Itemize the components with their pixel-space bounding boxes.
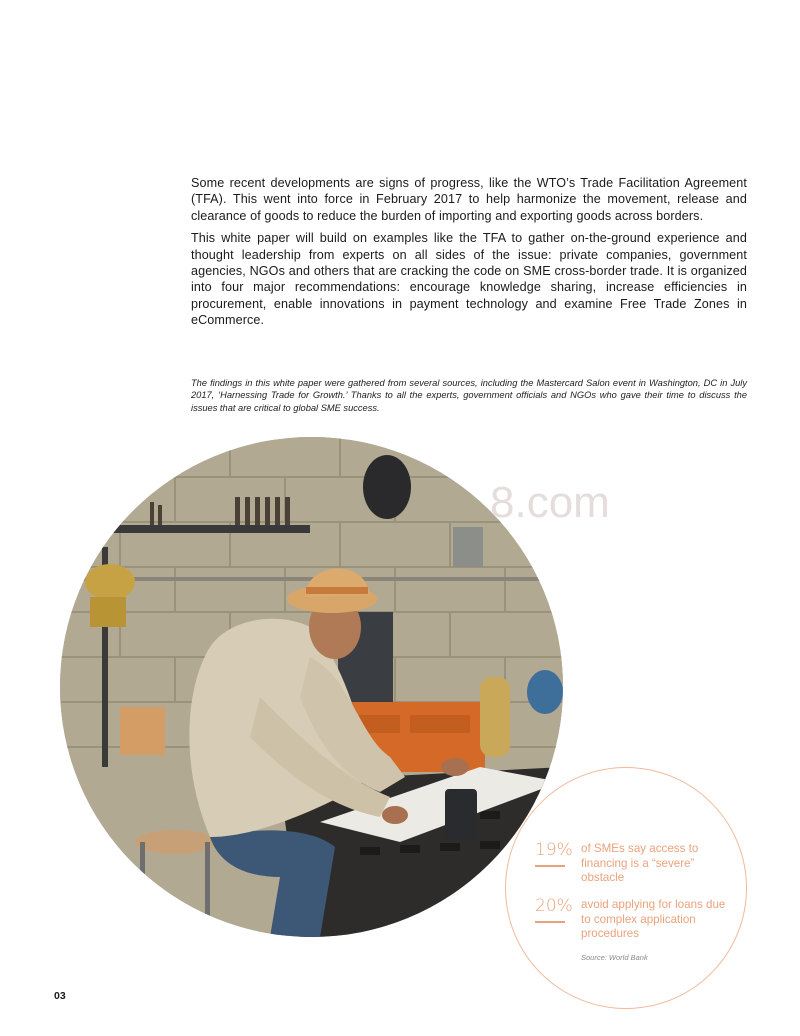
- intro-paragraph-1: Some recent developments are signs of progress, like the WTO’s Trade Facilitation Agreement (TFA). This went into force in February 2017 to help harmonize the movement, release and clearance of goods to reduce the burden of importing and exporting goods across borders.: [191, 176, 747, 223]
- craftsman-illustration: [60, 437, 563, 937]
- body-text: [191, 175, 747, 335]
- stat-percent: 19%: [535, 840, 573, 860]
- workshop-photo: [60, 437, 563, 937]
- stat-divider: [535, 865, 565, 867]
- stat-percent: 20%: [535, 896, 573, 916]
- stat-description: avoid applying for loans due to complex application procedures: [581, 898, 726, 941]
- stats-callout: [505, 767, 747, 1009]
- watermark: 8.com: [490, 478, 610, 527]
- stat-divider: [535, 921, 565, 923]
- stat-description: of SMEs say access to financing is a “severe” obstacle: [581, 842, 699, 885]
- page-number: 03: [54, 990, 66, 1002]
- intro-paragraph-2: This white paper will build on examples like the TFA to gather on-the-ground experience and thought leadership from experts on all sides of the issue: private companies, government agencies, NGOs and others that are cracking the code on SME cross-border trade. It is organized into four major recommendations: encourage knowledge sharing, increase efficiencies in procurement, enable innovations in payment technology and examine Free Trade Zones in eCommerce.: [191, 231, 747, 328]
- source-citation: Source: World Bank: [581, 953, 648, 962]
- sources-note: The findings in this white paper were gathered from several sources, including the Mastercard Salon event in Washington, DC in July 2017, ‘Harnessing Trade for Growth.’ Thanks to all the experts, government officials and NGOs who gave their time to discuss the issues that are critical to global SME success.: [191, 378, 747, 413]
